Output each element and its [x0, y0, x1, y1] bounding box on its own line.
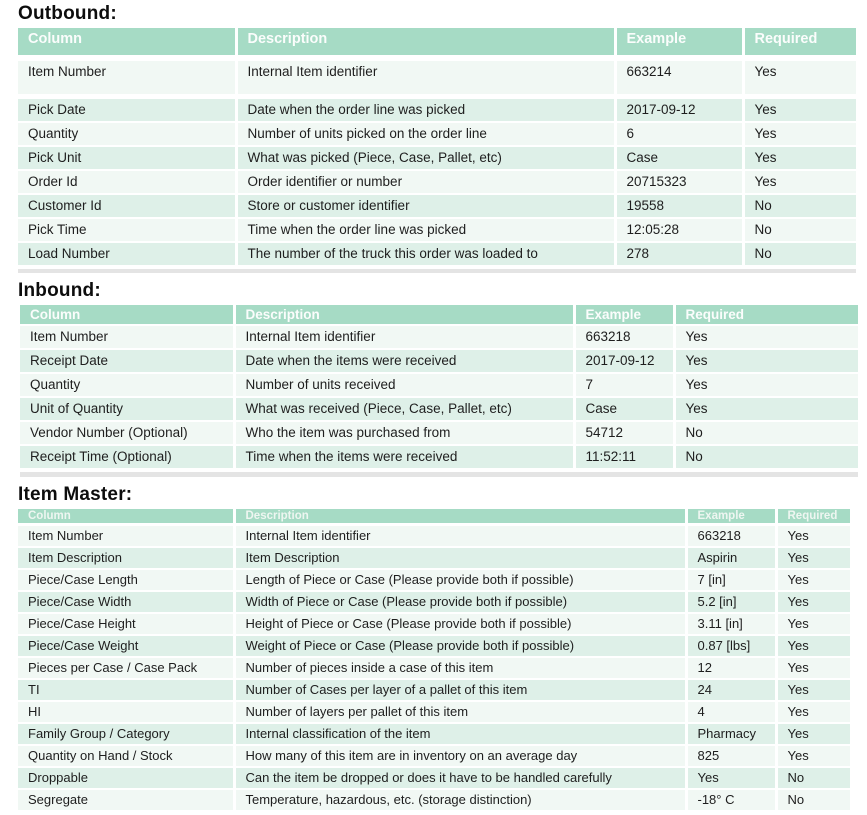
inbound-table — [20, 305, 858, 470]
cell-required: Yes — [743, 122, 856, 146]
cell-description: Date when the order line was picked — [236, 97, 615, 123]
cell-required: Yes — [776, 657, 850, 679]
table-row — [18, 591, 850, 613]
table-row — [20, 349, 858, 373]
cell-required: No — [743, 218, 856, 242]
header-cell-column: Column — [20, 305, 234, 325]
cell-column: Piece/Case Weight — [18, 635, 234, 657]
outbound-bottom-divider — [18, 269, 856, 273]
cell-description: Height of Piece or Case (Please provide both if possible) — [234, 613, 686, 635]
cell-column: Item Number — [18, 525, 234, 548]
cell-required: Yes — [674, 325, 858, 349]
cell-column: Pick Date — [18, 97, 236, 123]
cell-description: Width of Piece or Case (Please provide both if possible) — [234, 591, 686, 613]
cell-example: 54712 — [574, 421, 674, 445]
cell-column: Receipt Time (Optional) — [20, 445, 234, 469]
cell-description: Who the item was purchased from — [234, 421, 574, 445]
cell-example: 19558 — [615, 194, 743, 218]
cell-column: Piece/Case Width — [18, 591, 234, 613]
inbound-header-row — [20, 305, 858, 325]
header-cell-required: Required — [776, 509, 850, 525]
table-row — [18, 657, 850, 679]
table-row — [18, 97, 856, 123]
header-cell-description: Description — [234, 509, 686, 525]
table-row — [18, 701, 850, 723]
cell-example: 3.11 [in] — [686, 613, 776, 635]
cell-column: Pick Unit — [18, 146, 236, 170]
cell-description: The number of the truck this order was loaded to — [236, 242, 615, 266]
inbound-heading: Inbound: — [18, 280, 101, 301]
cell-description: Time when the order line was picked — [236, 218, 615, 242]
cell-required: Yes — [674, 373, 858, 397]
cell-example: 663218 — [574, 325, 674, 349]
outbound-heading: Outbound: — [18, 3, 117, 24]
cell-required: Yes — [776, 613, 850, 635]
cell-example: 2017-09-12 — [615, 97, 743, 123]
cell-column: Item Number — [20, 325, 234, 349]
table-row — [18, 635, 850, 657]
cell-description: Number of layers per pallet of this item — [234, 701, 686, 723]
table-row — [18, 679, 850, 701]
cell-description: Can the item be dropped or does it have to be handled carefully — [234, 767, 686, 789]
cell-description: Internal Item identifier — [234, 525, 686, 548]
cell-required: Yes — [776, 635, 850, 657]
cell-column: Item Number — [18, 58, 236, 97]
cell-column: HI — [18, 701, 234, 723]
cell-example: 11:52:11 — [574, 445, 674, 469]
cell-column: Item Description — [18, 547, 234, 569]
cell-example: Case — [615, 146, 743, 170]
cell-required: Yes — [776, 679, 850, 701]
inbound-bottom-divider — [20, 472, 858, 477]
cell-required: Yes — [776, 701, 850, 723]
cell-description: What was received (Piece, Case, Pallet, etc) — [234, 397, 574, 421]
table-row — [18, 122, 856, 146]
cell-column: Unit of Quantity — [20, 397, 234, 421]
cell-description: Date when the items were received — [234, 349, 574, 373]
cell-required: No — [674, 421, 858, 445]
header-cell-example: Example — [615, 28, 743, 58]
cell-description: Internal Item identifier — [236, 58, 615, 97]
header-cell-required: Required — [674, 305, 858, 325]
item-master-table — [18, 509, 850, 812]
table-row — [20, 373, 858, 397]
cell-description: What was picked (Piece, Case, Pallet, etc) — [236, 146, 615, 170]
table-row — [20, 421, 858, 445]
item-master-header-row — [18, 509, 850, 525]
cell-required: Yes — [776, 723, 850, 745]
cell-column: Segregate — [18, 789, 234, 811]
table-row — [20, 397, 858, 421]
table-row — [18, 745, 850, 767]
cell-example: 20715323 — [615, 170, 743, 194]
header-cell-column: Column — [18, 509, 234, 525]
cell-example: 7 — [574, 373, 674, 397]
cell-example: 7 [in] — [686, 569, 776, 591]
cell-column: Piece/Case Length — [18, 569, 234, 591]
cell-required: Yes — [776, 591, 850, 613]
table-row — [20, 325, 858, 349]
header-cell-required: Required — [743, 28, 856, 58]
outbound-section — [18, 3, 856, 273]
item-master-heading: Item Master: — [18, 484, 133, 505]
table-row — [18, 789, 850, 811]
table-row — [18, 194, 856, 218]
cell-description: Temperature, hazardous, etc. (storage distinction) — [234, 789, 686, 811]
cell-example: 24 — [686, 679, 776, 701]
cell-description: Time when the items were received — [234, 445, 574, 469]
cell-description: Store or customer identifier — [236, 194, 615, 218]
table-row — [18, 170, 856, 194]
cell-example: -18° C — [686, 789, 776, 811]
cell-required: No — [743, 242, 856, 266]
cell-column: Family Group / Category — [18, 723, 234, 745]
cell-example: 12 — [686, 657, 776, 679]
table-row — [18, 525, 850, 548]
cell-description: Length of Piece or Case (Please provide both if possible) — [234, 569, 686, 591]
cell-required: Yes — [743, 170, 856, 194]
cell-description: Number of units received — [234, 373, 574, 397]
header-cell-description: Description — [236, 28, 615, 58]
cell-required: Yes — [776, 525, 850, 548]
cell-example: 12:05:28 — [615, 218, 743, 242]
inbound-section — [18, 280, 856, 477]
header-cell-example: Example — [686, 509, 776, 525]
cell-required: No — [674, 445, 858, 469]
outbound-header-row — [18, 28, 856, 58]
outbound-table — [18, 28, 856, 267]
cell-description: Internal Item identifier — [234, 325, 574, 349]
cell-required: No — [776, 767, 850, 789]
table-row — [18, 242, 856, 266]
cell-column: Customer Id — [18, 194, 236, 218]
cell-required: Yes — [743, 146, 856, 170]
cell-example: 663214 — [615, 58, 743, 97]
cell-example: 4 — [686, 701, 776, 723]
header-cell-column: Column — [18, 28, 236, 58]
cell-example: 2017-09-12 — [574, 349, 674, 373]
cell-example: 6 — [615, 122, 743, 146]
cell-description: Order identifier or number — [236, 170, 615, 194]
cell-column: TI — [18, 679, 234, 701]
table-row — [18, 723, 850, 745]
cell-column: Quantity on Hand / Stock — [18, 745, 234, 767]
item-master-section — [18, 484, 856, 815]
cell-description: Item Description — [234, 547, 686, 569]
cell-column: Quantity — [20, 373, 234, 397]
cell-example: 825 — [686, 745, 776, 767]
cell-required: No — [743, 194, 856, 218]
table-row — [18, 767, 850, 789]
table-row — [18, 547, 850, 569]
cell-required: Yes — [674, 397, 858, 421]
cell-example: 663218 — [686, 525, 776, 548]
cell-required: Yes — [674, 349, 858, 373]
table-row — [18, 218, 856, 242]
cell-example: Aspirin — [686, 547, 776, 569]
table-row — [18, 569, 850, 591]
table-row — [18, 58, 856, 97]
cell-required: Yes — [776, 547, 850, 569]
cell-required: Yes — [743, 58, 856, 97]
cell-column: Load Number — [18, 242, 236, 266]
cell-column: Vendor Number (Optional) — [20, 421, 234, 445]
cell-required: No — [776, 789, 850, 811]
cell-column: Pick Time — [18, 218, 236, 242]
cell-example: 278 — [615, 242, 743, 266]
cell-column: Quantity — [18, 122, 236, 146]
cell-description: Weight of Piece or Case (Please provide both if possible) — [234, 635, 686, 657]
header-cell-description: Description — [234, 305, 574, 325]
cell-description: Number of Cases per layer of a pallet of this item — [234, 679, 686, 701]
cell-description: How many of this item are in inventory on an average day — [234, 745, 686, 767]
cell-required: Yes — [776, 745, 850, 767]
table-row — [18, 146, 856, 170]
cell-required: Yes — [776, 569, 850, 591]
cell-column: Order Id — [18, 170, 236, 194]
cell-description: Number of pieces inside a case of this item — [234, 657, 686, 679]
cell-example: 5.2 [in] — [686, 591, 776, 613]
cell-column: Receipt Date — [20, 349, 234, 373]
cell-column: Pieces per Case / Case Pack — [18, 657, 234, 679]
cell-example: Yes — [686, 767, 776, 789]
cell-required: Yes — [743, 97, 856, 123]
cell-description: Number of units picked on the order line — [236, 122, 615, 146]
cell-example: Pharmacy — [686, 723, 776, 745]
table-row — [20, 445, 858, 469]
cell-example: Case — [574, 397, 674, 421]
cell-description: Internal classification of the item — [234, 723, 686, 745]
cell-column: Piece/Case Height — [18, 613, 234, 635]
table-row — [18, 613, 850, 635]
header-cell-example: Example — [574, 305, 674, 325]
cell-column: Droppable — [18, 767, 234, 789]
cell-example: 0.87 [lbs] — [686, 635, 776, 657]
